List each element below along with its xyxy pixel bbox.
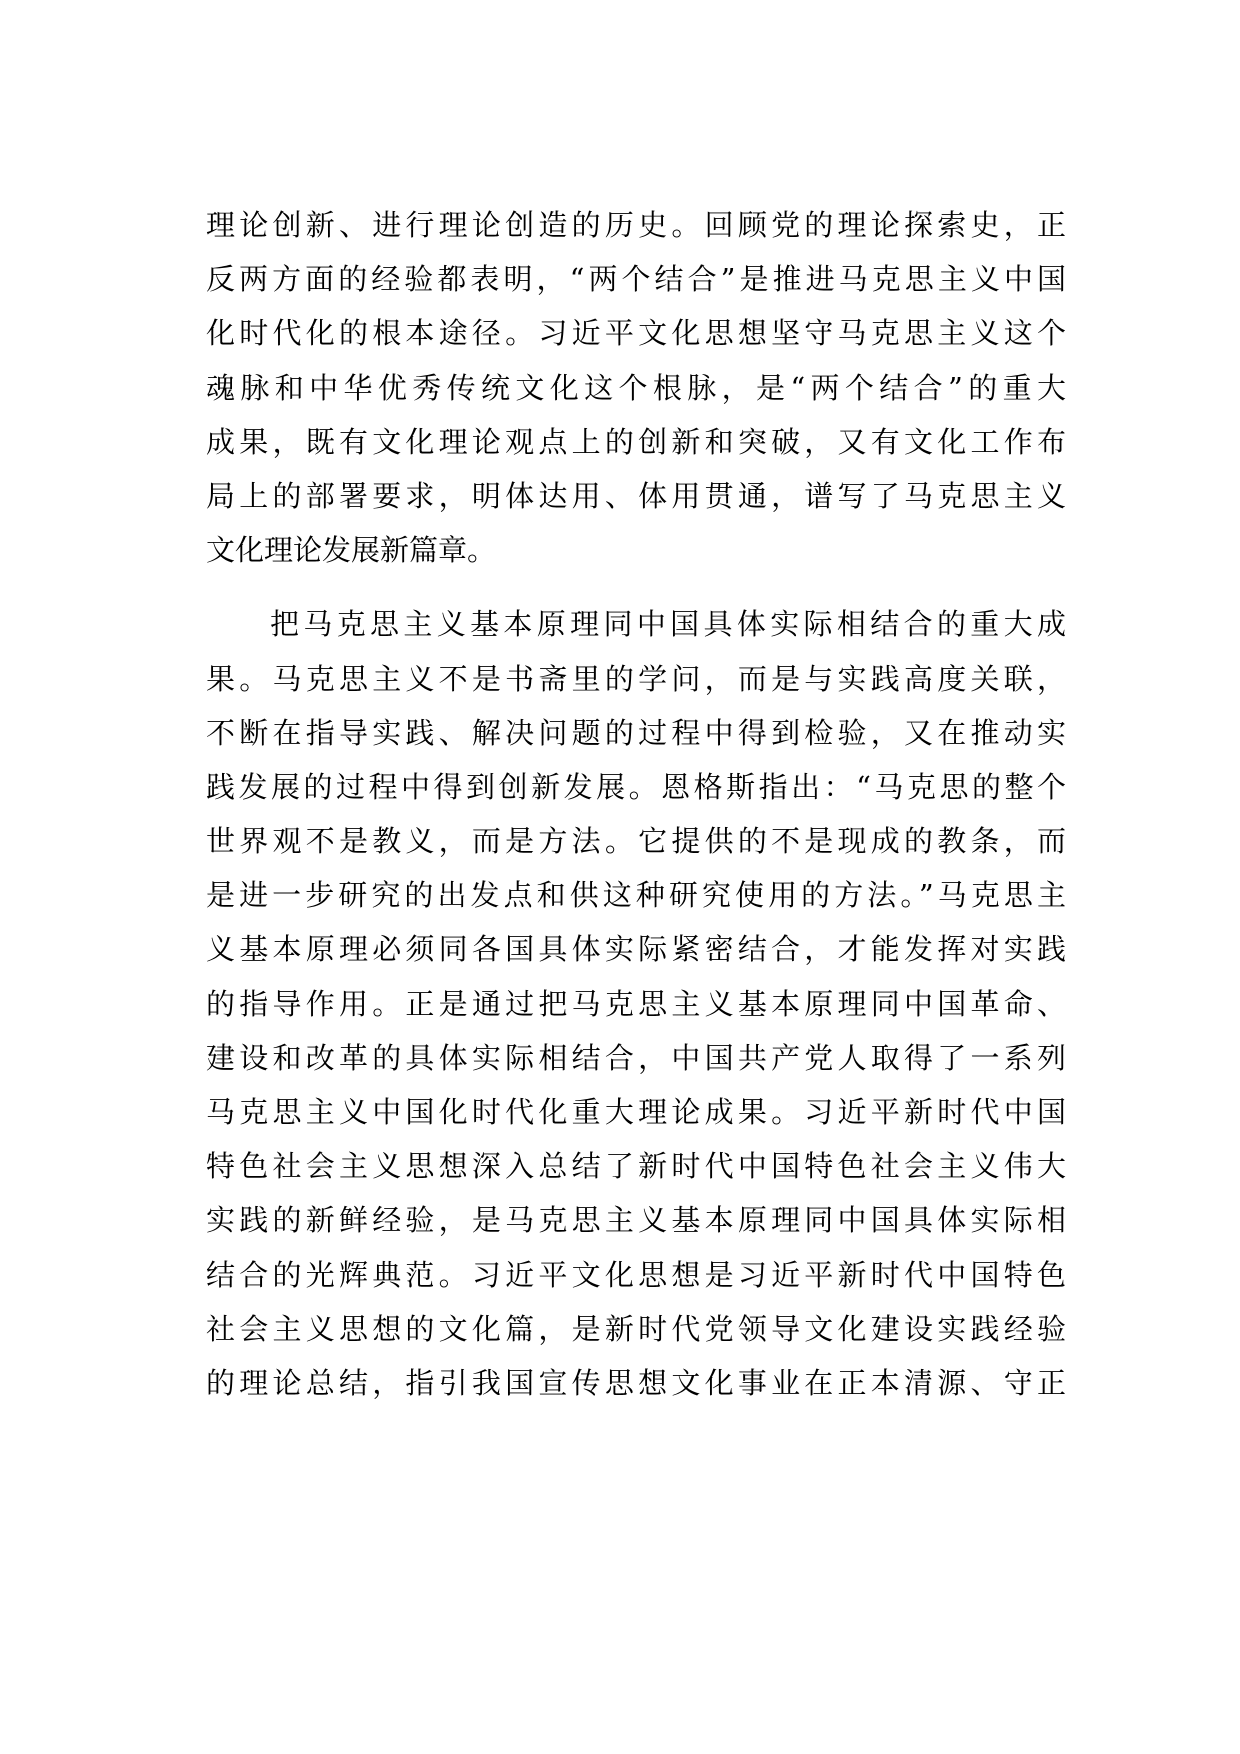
text-line: 不断在指导实践、解决问题的过程中得到检验，又在推动实 (206, 715, 1066, 750)
text-line: 把马克思主义基本原理同中国具体实际相结合的重大成 (270, 607, 1066, 642)
text-line (206, 1410, 1066, 1464)
text-line: 特色社会主义思想深入总结了新时代中国特色社会主义伟大 (206, 1149, 1066, 1184)
text-line: 的理论总结，指引我国宣传思想文化事业在正本清源、守正 (206, 1365, 1066, 1400)
text-line: 文化理论发展新篇章。 (206, 533, 497, 568)
text-line: 建设和改革的具体实际相结合，中国共产党人取得了一系列 (206, 1040, 1066, 1075)
text-line: 践发展的过程中得到创新发展。恩格斯指出：“马克思的整个 (206, 769, 1066, 804)
text-line: 果。马克思主义不是书斋里的学问，而是与实践高度关联， (206, 661, 1066, 696)
paragraph-2 (206, 597, 1066, 1464)
text-line: 魂脉和中华优秀传统文化这个根脉，是“两个结合”的重大 (206, 370, 1066, 405)
text-line: 实践的新鲜经验，是马克思主义基本原理同中国具体实际相 (206, 1203, 1066, 1238)
body-text (206, 198, 1066, 1464)
text-line: 反两方面的经验都表明，“两个结合”是推进马克思主义中国 (206, 262, 1066, 297)
paragraph-1 (206, 198, 1066, 577)
text-line: 结合的光辉典范。习近平文化思想是习近平新时代中国特色 (206, 1257, 1066, 1292)
text-line: 义基本原理必须同各国具体实际紧密结合，才能发挥对实践 (206, 932, 1066, 967)
paragraph-gap (206, 577, 1066, 597)
text-line: 化时代化的根本途径。习近平文化思想坚守马克思主义这个 (206, 316, 1066, 351)
text-line: 马克思主义中国化时代化重大理论成果。习近平新时代中国 (206, 1095, 1066, 1129)
text-line: 局上的部署要求，明体达用、体用贯通，谱写了马克思主义 (206, 478, 1066, 513)
text-line: 世界观不是教义，而是方法。它提供的不是现成的教条，而 (206, 824, 1066, 859)
text-line: 理论创新、进行理论创造的历史。回顾党的理论探索史，正 (206, 208, 1066, 242)
text-line: 是进一步研究的出发点和供这种研究使用的方法。”马克思主 (206, 878, 1066, 913)
text-line: 的指导作用。正是通过把马克思主义基本原理同中国革命、 (206, 986, 1066, 1021)
text-line: 社会主义思想的文化篇，是新时代党领导文化建设实践经验 (206, 1311, 1066, 1346)
text-line: 成果，既有文化理论观点上的创新和突破，又有文化工作布 (206, 424, 1066, 459)
